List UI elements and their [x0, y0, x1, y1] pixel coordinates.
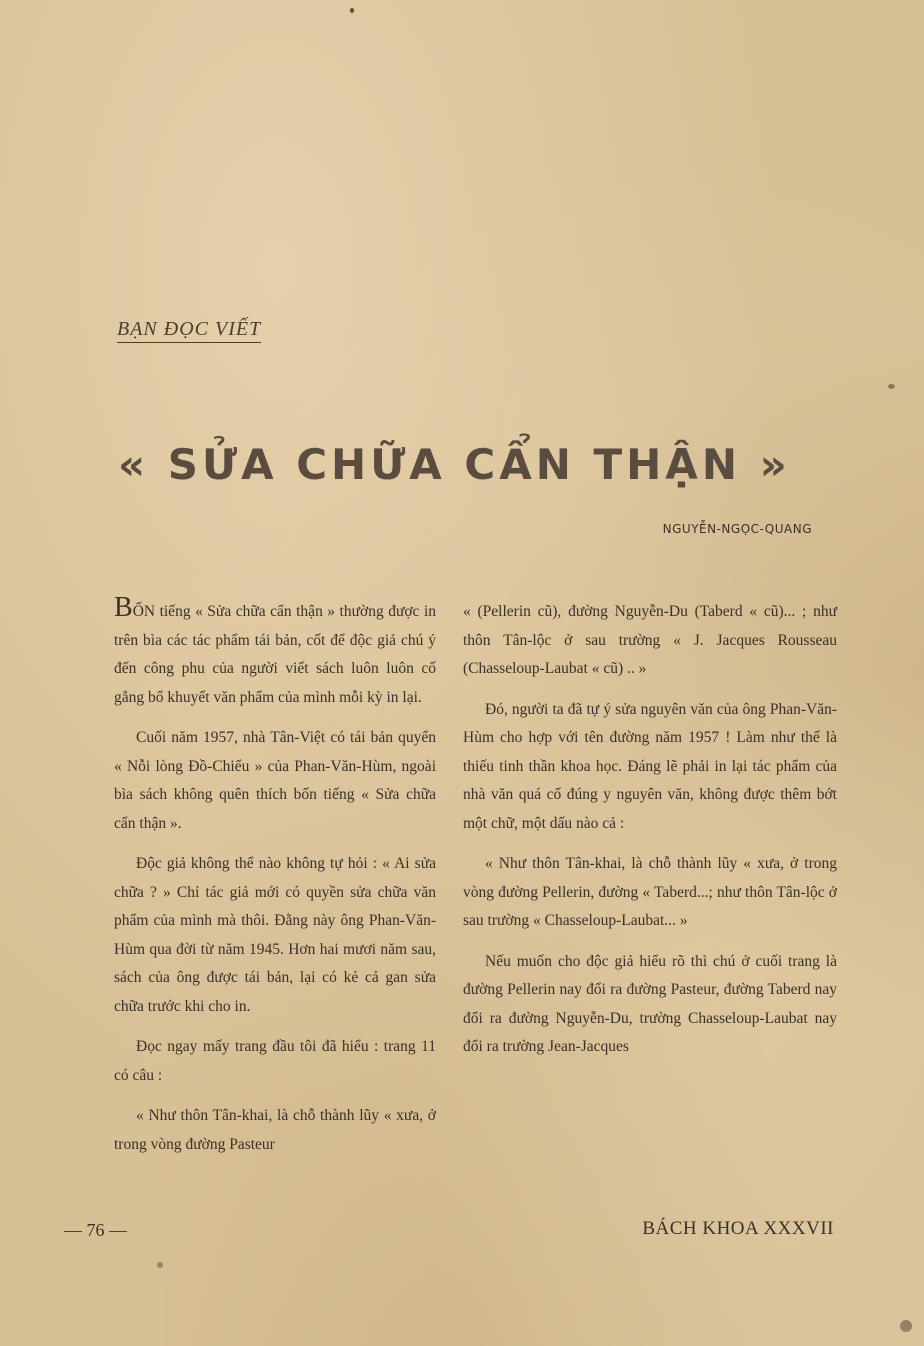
drop-cap: B [114, 592, 133, 623]
paper-speck [888, 384, 895, 389]
paper-speck [157, 1262, 163, 1268]
left-column [114, 592, 436, 1171]
quote-paragraph: « Như thôn Tân-khai, là chỗ thành lũy « xưa, ở trong vòng đường Pellerin, đường « Taberd...; như thôn Tân-lộc ở sau trường « Chasseloup-Laubat... » [463, 855, 837, 929]
page-number: — 76 — [64, 1220, 127, 1240]
quote-paragraph: « (Pellerin cũ), đường Nguyễn-Du (Taberd « cũ)... ; như thôn Tân-lộc ở sau trường « J. Jacques Rousseau (Chasseloup-Laubat « cũ) .. » [463, 603, 837, 677]
paragraph [114, 592, 436, 712]
magazine-footer: BÁCH KHOA XXXVII [642, 1218, 834, 1239]
quote-paragraph: « Như thôn Tân-khai, là chỗ thành lũy « xưa, ở trong vòng đường Pasteur [114, 1107, 436, 1153]
paper-speck [350, 8, 354, 13]
section-label: BẠN ĐỌC VIẾT [117, 318, 261, 343]
paragraph: Nếu muốn cho độc giả hiểu rõ thì chú ở cuối trang là đường Pellerin nay đổi ra đường Pasteur, đường Taberd nay đổi ra đường Nguyễn-Du, trường Chasseloup-Laubat nay đổi ra trường Jean-Jacques [463, 952, 837, 1055]
paper-speck [900, 1320, 912, 1332]
right-column [463, 598, 837, 1074]
author-name: NGUYỄN-NGỌC-QUANG [662, 522, 812, 536]
paragraph: Đó, người ta đã tự ý sửa nguyên văn của ông Phan-Văn-Hùm cho hợp với tên đường năm 1957 ! Làm như thế là thiếu tinh thần khoa học. Đáng lẽ phải in lại tác phẩm của nhà văn quá cố đúng y nguyên văn, không được thêm bớt một chữ, một dấu nào cả : [463, 700, 837, 832]
paragraph: Đọc ngay mấy trang đầu tôi đã hiểu : trang 11 có câu : [114, 1038, 436, 1084]
paragraph: Cuối năm 1957, nhà Tân-Việt có tái bản quyển « Nỗi lòng Đồ-Chiểu » của Phan-Văn-Hùm, ngoài bìa sách không quên thích bốn tiếng « Sửa chữa cẩn thận ». [114, 729, 436, 832]
article-title: « SỬA CHỮA CẨN THẬN » [118, 440, 791, 489]
paragraph-text: ỐN tiếng « Sửa chữa cẩn thận » thường được in trên bìa các tác phẩm tái bản, cốt để độc giả chú ý đến công phu của người viết sách luôn luôn cố gắng bổ khuyết văn phẩm của mình mỗi kỳ in lại. [114, 603, 436, 706]
paragraph: Độc giả không thể nào không tự hỏi : « Ai sửa chữa ? » Chỉ tác giả mới có quyền sửa chữa văn phẩm của mình mà thôi. Đằng này ông Phan-Văn-Hùm qua đời từ năm 1945. Hơn hai mươi năm sau, sách của ông được tái bản, lại có kẻ cả gan sửa chữa trước khi cho in. [114, 855, 436, 1015]
